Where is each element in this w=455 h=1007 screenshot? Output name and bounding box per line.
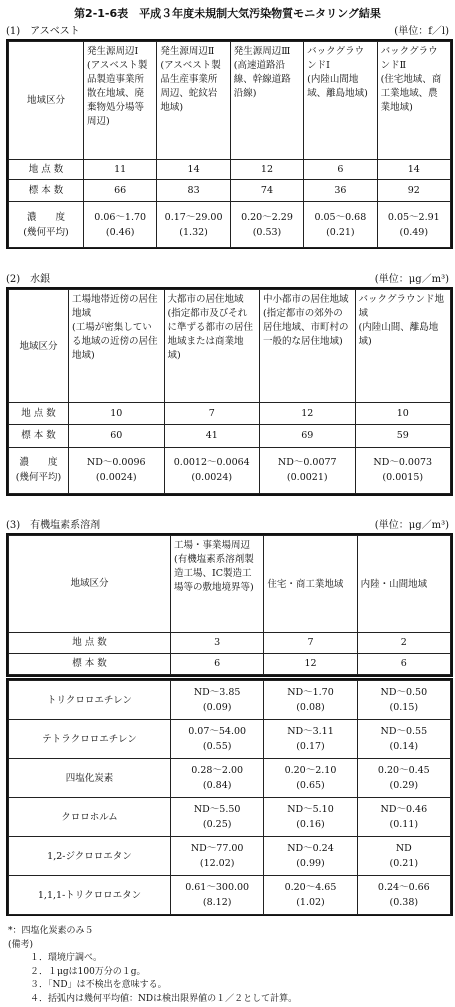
- range-value: ND～1.70: [287, 687, 334, 698]
- range-value: ND～5.50: [193, 804, 241, 815]
- table-header-row: [9, 290, 451, 403]
- mean-value: (0.49): [399, 226, 429, 238]
- table-row: [9, 425, 451, 447]
- mean-value: (0.21): [326, 226, 355, 238]
- table-row: [9, 837, 451, 876]
- column-header: 発生源周辺Ⅱ (アスベスト製品生産事業所周辺、蛇紋岩地域): [157, 42, 230, 160]
- column-header: バックグラウンドⅡ (住宅地域、商工業地域、農業地域): [377, 42, 450, 160]
- section-3-name: 有機塩素系溶剤: [30, 519, 101, 531]
- table-cell: 59: [355, 425, 451, 447]
- range-value: ND～3.85: [193, 687, 241, 698]
- range-value: 0.20～0.45: [377, 765, 430, 776]
- substance-name: クロロホルム: [9, 798, 171, 837]
- column-header: 内陸・山間地域: [357, 536, 450, 633]
- table-header-row: [9, 536, 451, 633]
- mean-value: (0.11): [389, 819, 419, 830]
- section-3-number: (3): [6, 519, 21, 531]
- table-cell: 12: [264, 653, 357, 674]
- section-1-name: アスベスト: [30, 25, 80, 37]
- range-value: ND～0.50: [380, 687, 428, 698]
- section-2-number: (2): [6, 273, 21, 285]
- table-cell: 14: [157, 160, 230, 180]
- mean-value: (0.55): [202, 741, 232, 752]
- substance-name: トリクロロエチレン: [9, 681, 171, 720]
- column-header: 発生源周辺Ⅲ (高速道路沿線、幹線道路沿線): [230, 42, 303, 160]
- column-header: バックグラウンドⅠ (内陸山間地域、離島地域): [304, 42, 377, 160]
- mean-value: (0.16): [296, 819, 325, 830]
- range-value: 0.20～2.10: [284, 765, 337, 776]
- mercury-table: [6, 287, 453, 496]
- area-label: 地域区分: [9, 290, 69, 403]
- table-cell: 41: [164, 425, 260, 447]
- mean-value: (0.0015): [382, 472, 424, 484]
- table-cell: 7: [264, 632, 357, 653]
- table-row: [9, 180, 451, 202]
- remark-item: ２．１μgは100万分の１g。: [30, 966, 146, 977]
- remarks-label: (備考): [8, 939, 34, 950]
- table-row: [9, 447, 451, 494]
- table-cell: 74: [230, 180, 303, 202]
- range-value: ND～3.11: [287, 726, 334, 737]
- range-value: ND～0.55: [380, 726, 428, 737]
- table-cell: 7: [164, 403, 260, 425]
- substance-name: 1,1,1-トリクロロエタン: [9, 876, 171, 915]
- mean-value: (0.99): [296, 858, 325, 869]
- section-1-number: (1): [6, 25, 21, 37]
- column-header: 大都市の居住地域 (指定都市及びそれに準ずる都市の居住地域または商業地域): [164, 290, 260, 403]
- table-cell: 12: [260, 403, 356, 425]
- geometric-mean-label: (幾何平均): [23, 226, 69, 238]
- remark-item: １．環境庁調べ。: [30, 953, 103, 963]
- mean-value: (0.15): [389, 702, 419, 713]
- table-row: [9, 720, 451, 759]
- table-row: [9, 202, 451, 248]
- column-header: 工場・事業場周辺(有機塩素系溶剤製造工場、IC製造工場等の敷地境界等): [171, 536, 264, 633]
- table-cell: 6: [304, 160, 377, 180]
- column-header: 中小都市の居住地域 (指定都市の郊外の居住地域、市町村の一般的な居住地域): [260, 290, 356, 403]
- mean-value: (0.53): [252, 226, 282, 238]
- mean-value: (0.0021): [286, 472, 328, 484]
- concentration-label: 濃 度: [26, 211, 65, 223]
- table-row: [9, 653, 451, 674]
- column-header: 住宅・商工業地域: [264, 536, 357, 633]
- section-1-header: [6, 22, 449, 36]
- table-cell: 11: [84, 160, 157, 180]
- mean-value: (1.02): [296, 897, 325, 908]
- substance-name: テトラクロロエチレン: [9, 720, 171, 759]
- range-value: 0.05～0.68: [314, 211, 367, 223]
- points-label: 地 点 数: [9, 632, 171, 653]
- range-value: ND～0.24: [287, 843, 334, 854]
- geometric-mean-label: (幾何平均): [15, 472, 62, 484]
- remark-item: ３．「ND」は不検出を意味する。: [30, 980, 167, 990]
- table-cell: 12: [230, 160, 303, 180]
- footnotes: [8, 925, 297, 1006]
- mean-value: (0.09): [202, 702, 232, 713]
- section-1-unit: (単位：f／l): [394, 25, 449, 37]
- table-cell: 92: [377, 180, 450, 202]
- section-2-header: [6, 270, 449, 284]
- range-value: ND: [395, 843, 412, 854]
- table-cell: 6: [357, 653, 450, 674]
- concentration-label: 濃 度: [19, 457, 58, 469]
- table-row: [9, 759, 451, 798]
- table-row: [9, 160, 451, 180]
- table-cell: 6: [171, 653, 264, 674]
- mean-value: (0.38): [389, 897, 419, 908]
- table-cell: 3: [171, 632, 264, 653]
- range-value: 0.20～2.29: [241, 211, 293, 223]
- table-cell: 36: [304, 180, 377, 202]
- mean-value: (0.65): [296, 780, 325, 791]
- section-2-unit: (単位：μg／m³): [374, 273, 449, 285]
- mean-value: (0.84): [202, 780, 232, 791]
- section-3-header: [6, 516, 449, 530]
- points-label: 地 点 数: [9, 160, 84, 180]
- range-value: ND～5.10: [287, 804, 334, 815]
- range-value: 0.07～54.00: [188, 726, 247, 737]
- range-value: ND～0.0077: [277, 457, 337, 469]
- table-cell: 10: [69, 403, 165, 425]
- document-title: 第2-1-6表 平成３年度未規制大気汚染物質モニタリング結果: [74, 7, 381, 20]
- samples-label: 標 本 数: [9, 425, 69, 447]
- table-cell: 83: [157, 180, 230, 202]
- area-label: 地域区分: [9, 42, 84, 160]
- asbestos-table: [6, 39, 453, 249]
- range-value: 0.28～2.00: [191, 765, 244, 776]
- range-value: ND～0.0073: [373, 457, 433, 469]
- mean-value: (8.12): [202, 897, 232, 908]
- table-cell: 10: [355, 403, 451, 425]
- samples-label: 標 本 数: [9, 180, 84, 202]
- table-header-row: [9, 42, 451, 160]
- remark-item: ４．括弧内は幾何平均値：NDは検出限界値の１／２として計算。: [30, 993, 298, 1004]
- substance-name: 四塩化炭素: [9, 759, 171, 798]
- range-value: 0.24～0.66: [377, 882, 430, 893]
- column-header: 発生源周辺Ⅰ (アスベスト製品製造事業所散在地域、廃棄物処分場等周辺): [84, 42, 157, 160]
- table-row: [9, 403, 451, 425]
- mean-value: (0.0024): [95, 472, 137, 484]
- mean-value: (0.29): [389, 780, 419, 791]
- range-value: 0.05～2.91: [387, 211, 440, 223]
- range-value: ND～77.00: [190, 843, 244, 854]
- column-header: バックグラウンド地域 (内陸山間、離島地域): [355, 290, 451, 403]
- range-value: 0.20～4.65: [284, 882, 337, 893]
- table-row: [9, 798, 451, 837]
- area-label: 地域区分: [9, 536, 171, 633]
- mean-value: (0.14): [389, 741, 419, 752]
- samples-label: 標 本 数: [9, 653, 171, 674]
- mean-value: (0.08): [296, 702, 325, 713]
- solvents-concentration-table: [6, 678, 453, 916]
- mean-value: (1.32): [179, 226, 208, 238]
- table-row: [9, 681, 451, 720]
- mean-value: (0.46): [105, 226, 135, 238]
- mean-value: (0.21): [389, 858, 419, 869]
- table-cell: 2: [357, 632, 450, 653]
- points-label: 地 点 数: [9, 403, 69, 425]
- range-value: 0.17～29.00: [164, 211, 223, 223]
- table-cell: 14: [377, 160, 450, 180]
- section-2-name: 水銀: [30, 273, 51, 285]
- table-cell: 69: [260, 425, 356, 447]
- range-value: 0.0012～0.0064: [173, 457, 250, 469]
- range-value: 0.61～300.00: [185, 882, 250, 893]
- column-header: 工場地帯近傍の居住地域 (工場が密集している地域の近傍の居住地域): [69, 290, 165, 403]
- mean-value: (12.02): [199, 858, 235, 869]
- range-value: ND～0.46: [380, 804, 428, 815]
- table-cell: 60: [69, 425, 165, 447]
- mean-value: (0.0024): [191, 472, 233, 484]
- mean-value: (0.25): [202, 819, 232, 830]
- table-row: [9, 876, 451, 915]
- mean-value: (0.17): [296, 741, 325, 752]
- substance-name: 1,2-ジクロロエタン: [9, 837, 171, 876]
- table-cell: 66: [84, 180, 157, 202]
- range-value: ND～0.0096: [86, 457, 146, 469]
- asterisk-note: *：四塩化炭素のみ５: [8, 926, 94, 936]
- solvents-summary-table: [6, 533, 453, 677]
- table-row: [9, 632, 451, 653]
- section-3-unit: (単位：μg／m³): [374, 519, 449, 531]
- range-value: 0.06～1.70: [94, 211, 147, 223]
